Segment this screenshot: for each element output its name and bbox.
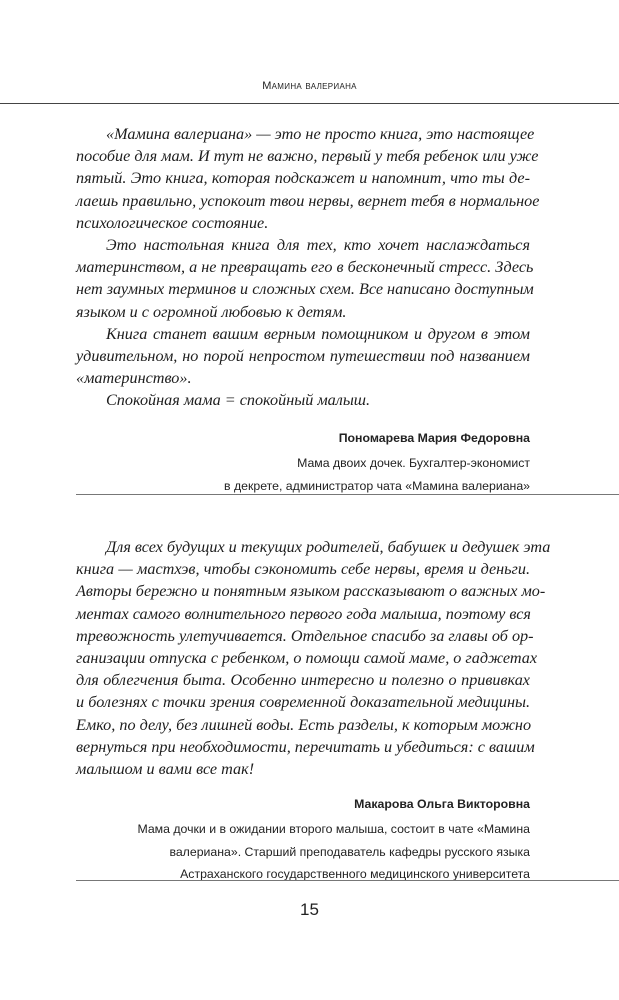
text-line: ментах самого волнительного первого года малыша, поэтому вся	[76, 604, 531, 623]
author-name: Пономарева Мария Федоровна	[338, 431, 530, 445]
review-signature-2	[76, 794, 530, 886]
text-line: вернуться при необходимости, перечитать и убедиться: с вашим	[76, 737, 535, 756]
text-line: пособие для мам. И тут не важно, первый у тебя ребенок или уже	[76, 147, 539, 166]
text-line: Для всех будущих и текущих родителей, бабушек и дедушек эта	[106, 538, 551, 556]
text-line: ганизации отпуска с ребенком, о помощи самой маме, о гаджетах	[76, 648, 538, 667]
text-line: Спокойная мама = спокойный малыш.	[106, 391, 371, 410]
text-line: тревожность улетучивается. Отдельное спасибо за главы об ор-	[76, 626, 534, 645]
text-line: материнством, а не превращать его в бесконечный стресс. Здесь	[76, 258, 534, 277]
running-head-title: Мамина валериана	[262, 80, 357, 92]
page-number: 15	[300, 900, 319, 919]
author-name: Макарова Ольга Викторовна	[354, 797, 530, 811]
text-line: языком и с огромной любовью к детям.	[76, 302, 347, 321]
text-line: и болезнях с точки зрения современной доказательной медицины.	[76, 693, 530, 712]
author-bio-line: Астраханского государственного медицинского университета	[180, 867, 530, 881]
text-line: пятый. Это книга, которая подскажет и напомнит, что ты де-	[76, 169, 530, 188]
review-text-2	[76, 536, 551, 780]
text-line: книга — мастхэв, чтобы сэкономить себе нервы, время и деньги.	[76, 560, 530, 579]
text-line: «материнство».	[76, 369, 192, 388]
divider-rule	[76, 880, 619, 881]
review-text-1	[76, 123, 540, 411]
author-bio-line: Мама дочки и в ожидании второго малыша, состоит в чате «Мамина	[137, 822, 530, 836]
text-line: Книга станет вашим верным помощником и другом в этом	[106, 324, 530, 343]
text-line: психологическое состояние.	[76, 213, 269, 232]
author-bio-line: в декрете, администратор чата «Мамина валериана»	[224, 478, 530, 493]
author-bio-line: валериана». Старший преподаватель кафедры русского языка	[169, 844, 530, 859]
text-line: Авторы бережно и понятным языком рассказывают о важных мо-	[76, 582, 546, 601]
text-line: для облегчения быта. Особенно интересно и полезно о прививках	[76, 671, 530, 690]
author-bio-line: Мама двоих дочек. Бухгалтер-экономист	[297, 456, 530, 470]
text-line: Это настольная книга для тех, кто хочет наслаждаться	[106, 235, 530, 254]
text-line: малышом и вами все так!	[76, 759, 255, 778]
review-signature-1	[76, 428, 530, 497]
divider-rule	[76, 494, 619, 495]
text-line: «Мамина валериана» — это не просто книга, это настоящее	[106, 125, 535, 143]
header-rule	[0, 103, 619, 104]
text-line: Емко, по делу, без лишней воды. Есть разделы, к которым можно	[76, 715, 532, 734]
text-line: удивительном, но порой непростом путешествии под названием	[76, 346, 530, 365]
text-line: лаешь правильно, успокоит твои нервы, вернет тебя в нормальное	[76, 191, 540, 210]
text-line: нет заумных терминов и сложных схем. Все написано доступным	[76, 280, 534, 299]
